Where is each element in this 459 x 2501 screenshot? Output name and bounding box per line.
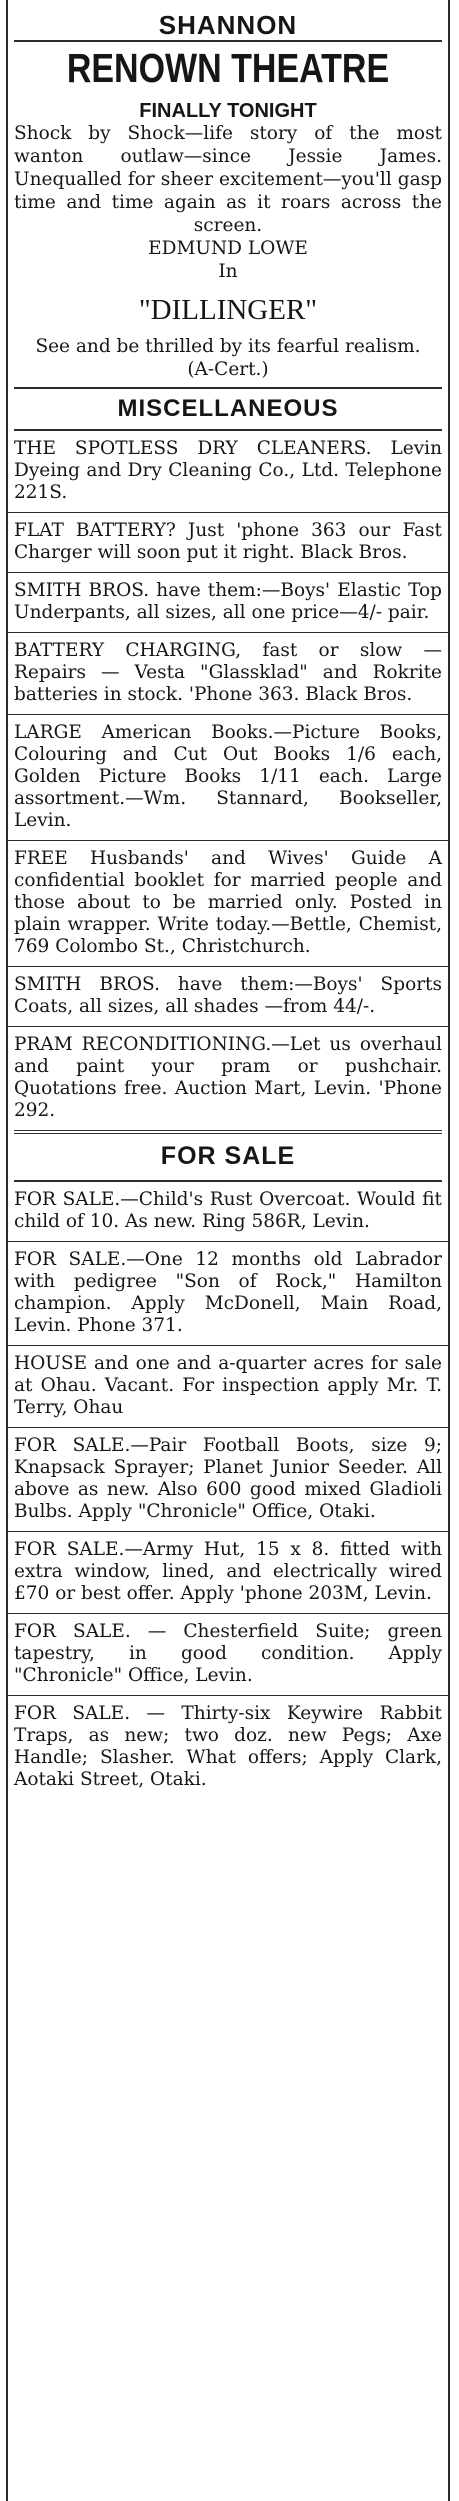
theatre-in: In [218,260,238,282]
theatre-name: RENOWN THEATRE [66,46,390,92]
shannon-heading: SHANNON [158,10,298,40]
classified-ad: FOR SALE.—Child's Rust Overcoat. Would fit child of 10. As new. Ring 586R, Levin. [14,1189,442,1233]
classified-ad: SMITH BROS. have them:—Boys' Elastic Top Underpants, all sizes, all one price—4/- pair. [8,572,448,632]
classified-ad: FLAT BATTERY? Just 'phone 363 our Fast Charger will soon put it right. Black Bros. [8,512,448,572]
certificate-label: (A-Cert.) [187,359,269,381]
newspaper-column [6,0,450,2501]
classified-ad: LARGE American Books.—Picture Books, Colouring and Cut Out Books 1/6 each, Golden Picture Books 1/11 each. Large assortment.—Wm. Stannard, Bookseller, Levin. [8,714,448,840]
classified-ad: BATTERY CHARGING, fast or slow — Repairs — Vesta "Glassklad" and Rokrite batteries in stock. 'Phone 363. Black Bros. [8,632,448,714]
for-sale-heading: FOR SALE [160,1142,296,1171]
classified-ad: FREE Husbands' and Wives' Guide A confidential booklet for married people and those about to be married only. Posted in plain wrapper. Write today.—Bettle, Chemist, 769 Colombo St., Christchurch. [8,840,448,966]
theatre-blurb: Shock by Shock—life story of the most wanton outlaw—since Jessie James. Unequalled for sheer excitement—you'll gasp time and time again as it roars across the screen. [14,122,442,236]
classified-ad: PRAM RECONDITIONING.—Let us overhaul and paint your pram or pushchair. Quotations free. Auction Mart, Levin. 'Phone 292. [8,1026,448,1130]
miscellaneous-heading: MISCELLANEOUS [117,395,339,423]
theatre-star: EDMUND LOWE [148,237,308,259]
classified-ad: THE SPOTLESS DRY CLEANERS. Levin Dyeing and Dry Cleaning Co., Ltd. Telephone 221S. [14,438,442,504]
theatre-subtitle: FINALLY TONIGHT [139,99,317,122]
classified-ad: FOR SALE. — Thirty-six Keywire Rabbit Traps, as new; two doz. new Pegs; Axe Handle; Slasher. What offers; Apply Clark, Aotaki Street, Otaki. [8,1695,448,1799]
classified-ad: SMITH BROS. have them:—Boys' Sports Coats, all sizes, all shades —from 44/-. [8,966,448,1026]
classified-ad: FOR SALE. — Chesterfield Suite; green tapestry, in good condition. Apply "Chronicle" Office, Levin. [8,1613,448,1695]
classified-ad: FOR SALE.—One 12 months old Labrador with pedigree "Son of Rock," Hamilton champion. Apply McDonell, Main Road, Levin. Phone 371. [8,1241,448,1345]
theatre-advert [14,42,442,387]
misc-ads-list [14,431,442,1130]
sale-ads-list [14,1182,442,1799]
classified-ad: FOR SALE.—Army Hut, 15 x 8. fitted with extra window, lined, and electrically wired £70 or best offer. Apply 'phone 203M, Levin. [8,1531,448,1613]
theatre-tagline: See and be thrilled by its fearful realism. [35,336,421,358]
film-title: "DILLINGER" [138,293,318,326]
classified-ad: FOR SALE.—Pair Football Boots, size 9; Knapsack Sprayer; Planet Junior Seeder. All above as new. Also 600 good mixed Gladioli Bulbs. Apply "Chronicle" Office, Otaki. [8,1427,448,1531]
classified-ad: HOUSE and one and a-quarter acres for sale at Ohau. Vacant. For inspection apply Mr. T. Terry, Ohau [8,1345,448,1427]
